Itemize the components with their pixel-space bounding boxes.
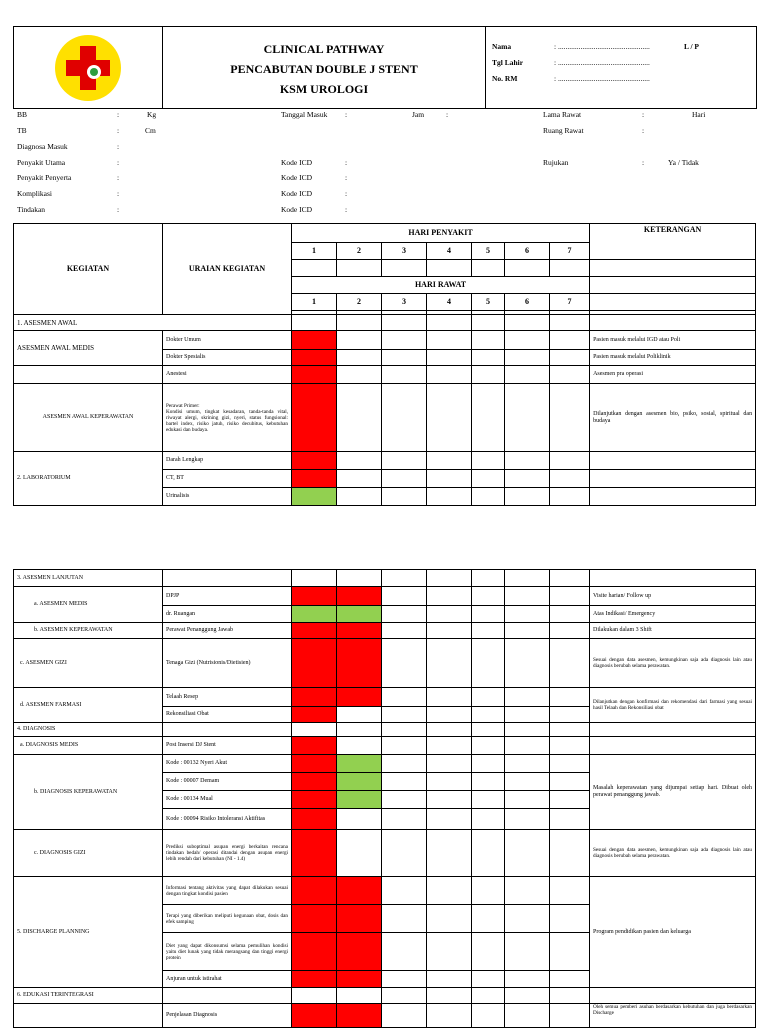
bb-colon: : — [117, 110, 120, 119]
status-cell-red — [292, 791, 337, 809]
hari-unit: Hari — [692, 110, 706, 119]
laboratorium: 2. LABORATORIUM — [14, 452, 163, 506]
hari-penyakit-header: HARI PENYAKIT — [292, 224, 590, 243]
dpjp: DPJP — [163, 587, 292, 606]
section-asesmen-awal: 1. ASESMEN AWAL — [14, 315, 292, 331]
hari-rawat-day-2: 2 — [337, 294, 382, 311]
informasi-aktivitas: Informasi tentang aktivitas yang dapat dilakukan sesuai dengan tingkat kondisi pasien — [163, 877, 292, 905]
kode-icd-2-label: Kode ICD — [281, 173, 313, 182]
hari-rawat-day-7: 7 — [550, 294, 590, 311]
pathway-title: CLINICAL PATHWAY — [263, 42, 385, 56]
asesmen-awal-keperawatan: ASESMEN AWAL KEPERAWATAN — [14, 384, 163, 452]
tindakan-label: Tindakan — [17, 205, 46, 214]
asesmen-farmasi: d. ASESMEN FARMASI — [14, 688, 163, 723]
hari-rawat-day-4: 4 — [427, 294, 472, 311]
ket-diagnosis-gizi: Sesuai dengan data asesmen, kemungkinan saja ada diagnosis lain atau diagnosis berubah selama perawatan. — [590, 830, 756, 877]
status-cell-red — [292, 905, 337, 933]
status-cell-red — [292, 470, 337, 488]
status-cell-red — [292, 639, 337, 688]
kode-demam: Kode : 00007 Demam — [163, 773, 292, 791]
asesmen-gizi: c. ASESMEN GIZI — [14, 639, 163, 688]
penyakit-penyerta-colon: : — [117, 173, 120, 182]
name-label: Nama — [492, 42, 512, 51]
pathway-table-part1 — [13, 223, 756, 506]
tb-unit: Cm — [145, 126, 156, 135]
tb-colon: : — [117, 126, 120, 135]
status-cell-green — [292, 606, 337, 623]
uraian-header: URAIAN KEGIATAN — [163, 224, 292, 315]
ket-dokter-umum: Pasien masuk melalui IGD atau Poli — [590, 331, 756, 350]
kode-intoleransi: Kode : 00094 Risiko Intoleransi Aktifitas — [163, 809, 292, 830]
status-cell-red — [292, 830, 337, 877]
status-cell-green — [337, 606, 382, 623]
status-cell-red — [337, 933, 382, 971]
prediksi-asupan: Prediksi suboptimal asupan energi berkaitan rencana tindakan bedah/ operasi ditandai dengan asupan energi lebih rendah dari kebutuhan (NI - 1.4) — [163, 830, 292, 877]
rujukan-label: Rujukan — [543, 158, 569, 167]
ket-discharge: Program pendidikan pasien dan keluarga — [590, 877, 756, 988]
status-cell-red — [337, 688, 382, 707]
penyakit-utama-colon: : — [117, 158, 120, 167]
ket-dr-ruangan: Atas Indikasi/ Emergency — [590, 606, 756, 623]
rujukan-options[interactable]: Ya / Tidak — [668, 158, 699, 167]
status-cell-green — [337, 755, 382, 773]
status-cell-red — [292, 366, 337, 384]
status-cell-red — [292, 688, 337, 707]
kode-icd-1-label: Kode ICD — [281, 158, 313, 167]
status-cell-red — [337, 971, 382, 988]
penyakit-utama-label: Penyakit Utama — [17, 158, 66, 167]
dob-field-row — [492, 55, 752, 71]
pathway-table-part2 — [13, 569, 756, 1028]
hari-penyakit-day-1: 1 — [292, 243, 337, 260]
hari-rawat-day-6: 6 — [505, 294, 550, 311]
perawat-pj: Perawat Penanggung Jawab — [163, 623, 292, 639]
status-cell-red — [292, 384, 337, 452]
diagnosis-keperawatan: b. DIAGNOSIS KEPERAWATAN — [14, 755, 163, 830]
title-cell — [163, 27, 486, 108]
rm-label: No. RM — [492, 74, 518, 83]
ruang-rawat-label: Ruang Rawat — [543, 126, 584, 135]
darah-lengkap: Darah Lengkap — [163, 452, 292, 470]
ket-dpjp: Visite harian/ Follow up — [590, 587, 756, 606]
status-cell-red — [292, 331, 337, 350]
diagnosa-masuk-label: Diagnosa Masuk — [17, 142, 68, 151]
ket-dokter-spesialis: Pasien masuk melalui Poliklinik — [590, 350, 756, 366]
tenaga-gizi: Tenaga Gizi (Nutrisionis/Dietisien) — [163, 639, 292, 688]
ct-bt: CT, BT — [163, 470, 292, 488]
tb-label: TB — [17, 126, 27, 135]
telaah-resep: Telaah Resep — [163, 688, 292, 707]
hari-penyakit-day-5: 5 — [472, 243, 505, 260]
diet-pemulihan: Diet yang dapat dikonsumsi selama pemulihan kondisi yaitu diet lunak yang tidak merangsang dan tinggi energi protein — [163, 933, 292, 971]
rekonsiliasi-obat: Rekonsiliasi Obat — [163, 707, 292, 723]
status-cell-red — [337, 623, 382, 639]
kode-icd-3-label: Kode ICD — [281, 189, 313, 198]
komplikasi-colon: : — [117, 189, 120, 198]
lama-rawat-colon: : — [642, 110, 645, 119]
tindakan-colon: : — [117, 205, 120, 214]
ket-anestesi: Asesmen pra operasi — [590, 366, 756, 384]
kode-icd-1-colon: : — [345, 158, 348, 167]
status-cell-red — [292, 350, 337, 366]
dokter-spesialis: Dokter Spesialis — [163, 350, 292, 366]
discharge-planning: 5. DISCHARGE PLANNING — [14, 877, 163, 988]
section-diagnosis: 4. DIAGNOSIS — [14, 723, 163, 737]
dob-label: Tgl Lahir — [492, 58, 524, 67]
status-cell-green — [337, 773, 382, 791]
hari-rawat-day-5: 5 — [472, 294, 505, 311]
header-box — [13, 26, 757, 109]
status-cell-red — [292, 587, 337, 606]
status-cell-red — [337, 877, 382, 905]
dokter-umum: Dokter Umum — [163, 331, 292, 350]
red-cross-logo-icon — [52, 32, 124, 104]
patient-info-section — [13, 107, 757, 223]
logo-cell — [14, 27, 163, 108]
dr-ruangan: dr. Ruangan — [163, 606, 292, 623]
post-insersi: Post Insersi DJ Stent — [163, 737, 292, 755]
gender-value[interactable]: L / P — [684, 42, 700, 51]
status-cell-green — [292, 488, 337, 506]
hari-penyakit-day-2: 2 — [337, 243, 382, 260]
status-cell-red — [292, 933, 337, 971]
jam-colon: : — [446, 110, 449, 119]
urinalisis: Urinalisis — [163, 488, 292, 506]
section-asesmen-lanjutan: 3. ASESMEN LANJUTAN — [14, 570, 163, 587]
section-edukasi: 6. EDUKASI TERINTEGRASI — [14, 988, 163, 1004]
jam-label: Jam — [412, 110, 425, 119]
ket-perawat-pj: Dilakukan dalam 3 Shift — [590, 623, 756, 639]
name-field-row — [492, 39, 752, 55]
ruang-rawat-colon: : — [642, 126, 645, 135]
kode-icd-3-colon: : — [345, 189, 348, 198]
asesmen-awal-medis: ASESMEN AWAL MEDIS — [14, 331, 163, 366]
status-cell-green — [337, 791, 382, 809]
kode-icd-4-label: Kode ICD — [281, 205, 313, 214]
kode-mual: Kode : 00134 Mual — [163, 791, 292, 809]
hari-rawat-day-1: 1 — [292, 294, 337, 311]
tanggal-masuk-colon: : — [345, 110, 348, 119]
bb-unit: Kg — [147, 110, 157, 119]
status-cell-red — [292, 877, 337, 905]
perawat-primer: Perawat Primer: Kondisi umum, tingkat kesadaran, tanda-tanda vital, riwayat alergi, skrining gizi, nyeri, status fungsional: bartel index, risiko jatuh, risiko decubitus, kebutuhan edukasi dan budaya. — [163, 384, 292, 452]
terapi-obat: Terapi yang diberikan meliputi kegunaan obat, dosis dan efek samping — [163, 905, 292, 933]
status-cell-red — [292, 707, 337, 723]
ket-farmasi: Dilanjutkan dengan konfirmasi dan rekomendasi dari farmasi yang sesuai hasil Telaah dan Rekonsiliasi obat — [590, 688, 756, 723]
ket-asesmen-gizi: Sesuai dengan data asesmen, kemungkinan saja ada diagnosis lain atau diagnosis berubah selama perawatan. — [590, 639, 756, 688]
dob-value[interactable]: : ................................................. — [554, 58, 650, 67]
status-cell-red — [292, 452, 337, 470]
status-cell-red — [337, 905, 382, 933]
hari-rawat-day-3: 3 — [382, 294, 427, 311]
kegiatan-header: KEGIATAN — [14, 224, 163, 315]
ket-edukasi: Oleh semua pemberi asuhan berdasarkan kebutuhan dan juga berdasarkan Discharge — [590, 1004, 756, 1028]
penjelasan-diagnosis: Penjelasan Diagnosis — [163, 1004, 292, 1028]
lama-rawat-label: Lama Rawat — [543, 110, 582, 119]
asesmen-keperawatan: b. ASESMEN KEPERAWATAN — [14, 623, 163, 639]
hari-penyakit-day-4: 4 — [427, 243, 472, 260]
hari-penyakit-day-6: 6 — [505, 243, 550, 260]
status-cell-red — [337, 587, 382, 606]
department-title: KSM UROLOGI — [279, 82, 369, 96]
status-cell-red — [292, 755, 337, 773]
diagnosis-gizi: c. DIAGNOSIS GIZI — [14, 830, 163, 877]
status-cell-red — [292, 773, 337, 791]
rujukan-colon: : — [642, 158, 645, 167]
bb-label: BB — [17, 110, 28, 119]
procedure-title: PENCABUTAN DOUBLE J STENT — [230, 62, 418, 76]
komplikasi-label: Komplikasi — [17, 189, 52, 198]
status-cell-red — [337, 639, 382, 688]
ket-keperawatan-awal: Dilanjutkan dengan asesmen bio, psiko, sosial, spiritual dan budaya — [590, 384, 756, 452]
name-value[interactable]: : ................................................. — [554, 42, 650, 51]
hari-rawat-header: HARI RAWAT — [292, 277, 590, 294]
diagnosa-masuk-colon: : — [117, 142, 120, 151]
patient-identity — [492, 39, 752, 87]
hari-penyakit-day-3: 3 — [382, 243, 427, 260]
status-cell-red — [292, 971, 337, 988]
anestesi: Anestesi — [163, 366, 292, 384]
kode-icd-2-colon: : — [345, 173, 348, 182]
ket-diagnosis-keperawatan: Masalah keperawatan yang dijumpai setiap hari. Dibuat oleh perawat penanggung jawab. — [590, 755, 756, 830]
keterangan-header: KETERANGAN — [590, 224, 756, 260]
status-cell-red — [292, 809, 337, 830]
asesmen-medis: a. ASESMEN MEDIS — [14, 587, 163, 623]
kode-nyeri: Kode : 00132 Nyeri Akut — [163, 755, 292, 773]
anjuran-istirahat: Anjuran untuk istirahat — [163, 971, 292, 988]
status-cell-red — [292, 623, 337, 639]
status-cell-red — [292, 737, 337, 755]
hari-penyakit-day-7: 7 — [550, 243, 590, 260]
kode-icd-4-colon: : — [345, 205, 348, 214]
diagnosis-medis: a. DIAGNOSIS MEDIS — [14, 737, 163, 755]
rm-value[interactable]: : ................................................. — [554, 74, 650, 83]
tanggal-masuk-label: Tanggal Masuk — [281, 110, 328, 119]
penyakit-penyerta-label: Penyakit Penyerta — [17, 173, 72, 182]
rm-field-row — [492, 71, 752, 87]
